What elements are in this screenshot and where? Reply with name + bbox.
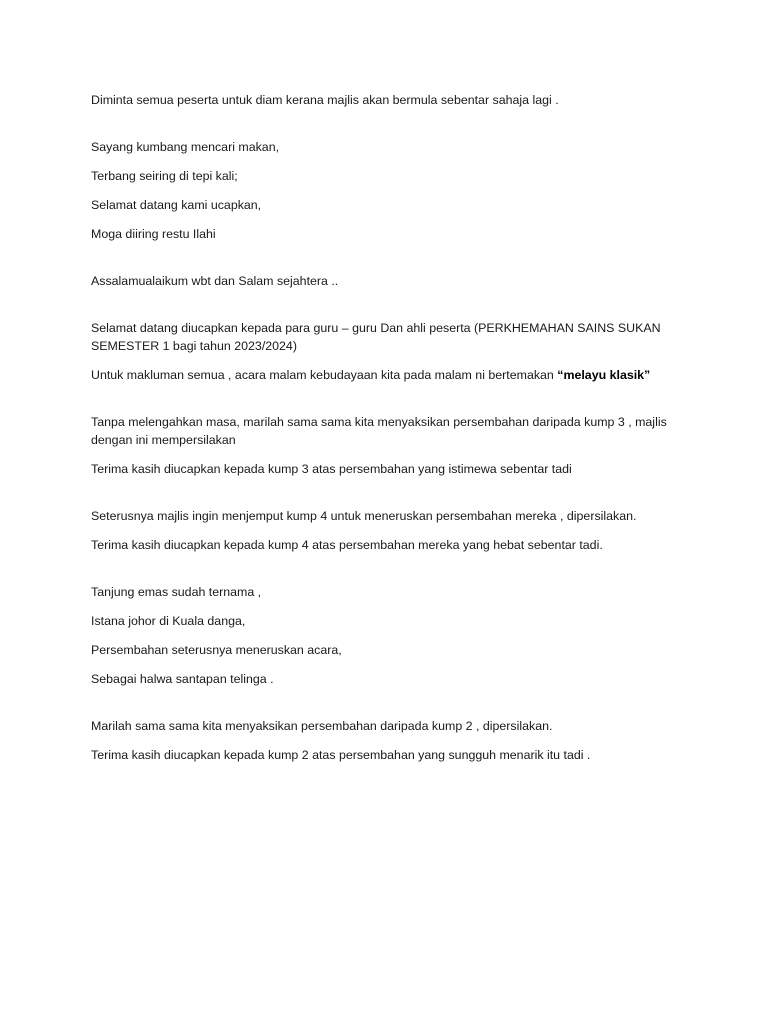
pantun-2-line-4: Sebagai halwa santapan telinga . [91,672,274,686]
welcome-paragraph: Selamat datang diucapkan kepada para guru – guru Dan ahli peserta (PERKHEMAHAN SAINS SUKAN SEMESTER 1 bagi tahun 2023/2024) [91,321,661,353]
theme-bold-text: “melayu klasik” [557,368,651,382]
opening-announcement: Diminta semua peserta untuk diam kerana majlis akan bermula sebentar sahaja lagi . [91,93,559,107]
pantun-1-line-2: Terbang seiring di tepi kali; [91,169,238,183]
kump3-thanks-paragraph: Terima kasih diucapkan kepada kump 3 atas persembahan yang istimewa sebentar tadi [91,462,572,476]
pantun-1-line-1: Sayang kumbang mencari makan, [91,140,280,154]
kump4-thanks-paragraph: Terima kasih diucapkan kepada kump 4 atas persembahan mereka yang hebat sebentar tadi. [91,538,603,552]
greeting-paragraph: Assalamualaikum wbt dan Salam sejahtera .. [91,274,339,288]
pantun-2-line-2: Istana johor di Kuala danga, [91,614,246,628]
pantun-2-line-3: Persembahan seterusnya meneruskan acara, [91,643,342,657]
pantun-1-line-4: Moga diiring restu Ilahi [91,227,216,241]
pantun-1-line-3: Selamat datang kami ucapkan, [91,198,262,212]
kump2-thanks-paragraph: Terima kasih diucapkan kepada kump 2 atas persembahan yang sungguh menarik itu tadi . [91,748,591,762]
pantun-2-line-1: Tanjung emas sudah ternama , [91,585,262,599]
kump3-invite-paragraph: Tanpa melengahkan masa, marilah sama sama kita menyaksikan persembahan daripada kump 3 , majlis dengan ini mempersilakan [91,415,667,447]
document-body [91,91,691,775]
theme-paragraph [91,366,691,384]
kump2-invite-paragraph: Marilah sama sama kita menyaksikan persembahan daripada kump 2 , dipersilakan. [91,719,553,733]
theme-text: Untuk makluman semua , acara malam kebudayaan kita pada malam ni bertemakan [91,368,558,382]
kump4-invite-paragraph: Seterusnya majlis ingin menjemput kump 4 untuk meneruskan persembahan mereka , dipersilakan. [91,509,637,523]
